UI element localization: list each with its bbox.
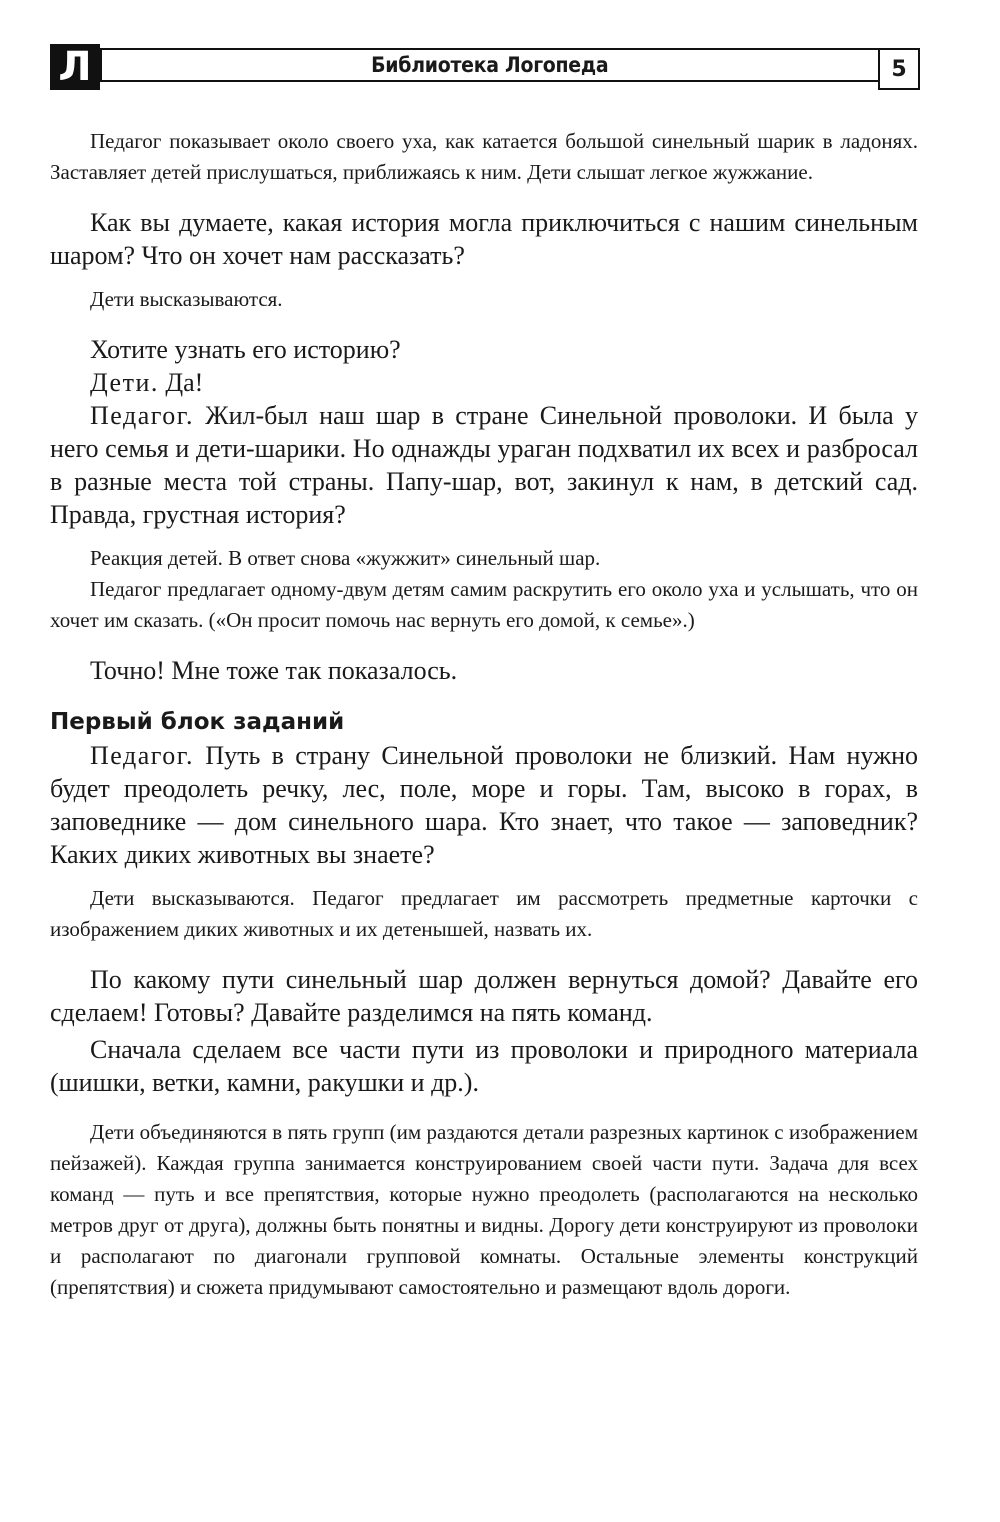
- page-body: [50, 126, 918, 1303]
- running-title: Библиотека Логопеда: [371, 53, 609, 77]
- dialog-line: [50, 399, 918, 531]
- speaker: Дети.: [90, 368, 159, 397]
- paragraph: Педагог показывает около своего уха, как катается большой синельный шарик в ладонях. Заставляет детей прислушаться, приближаясь к ним. Дети слышат легкое жужжание.: [50, 129, 918, 184]
- running-title-box: [100, 48, 880, 82]
- page-number: 5: [878, 48, 920, 90]
- dialog-text: Жил-был наш шар в стране Синельной проволоки. И была у него семья и дети-шарики. Но однажды ураган подхватил их всех и разбросал в разные места той страны. Папу-шар, вот, закинул к нам, в детский сад. Правда, грустная история?: [50, 401, 918, 529]
- paragraph: По какому пути синельный шар должен вернуться домой? Давайте его сделаем! Готовы? Давайте разделимся на пять команд.: [50, 965, 918, 1027]
- dialog-text: Путь в страну Синельной проволоки не близкий. Нам нужно будет преодолеть речку, лес, поле, море и горы. Там, высоко в горах, в заповеднике — дом синельного шара. Кто знает, что такое — заповедник? Каких диких животных вы знаете?: [50, 741, 918, 869]
- paragraph: Дети высказываются. Педагог предлагает им рассмотреть предметные карточки с изображением диких животных и их детенышей, назвать их.: [50, 886, 918, 941]
- section-heading: Первый блок заданий: [50, 709, 345, 735]
- dialog-line: [50, 366, 918, 399]
- dialog-line: [50, 739, 918, 871]
- paragraph: Как вы думаете, какая история могла приключиться с нашим синельным шаром? Что он хочет нам рассказать?: [50, 208, 918, 270]
- speaker: Педагог.: [90, 401, 194, 430]
- paragraph: Реакция детей. В ответ снова «жужжит» синельный шар.: [90, 546, 601, 570]
- paragraph: Педагог предлагает одному-двум детям самим раскрутить его около уха и услышать, что он хочет им сказать. («Он просит помочь нас вернуть его домой, к семье».): [50, 577, 918, 632]
- page-header: [50, 44, 920, 90]
- paragraph: Дети объединяются в пять групп (им раздаются детали разрезных картинок с изображением пейзажей). Каждая группа занимается конструированием своей части пути. Задача для всех команд — путь и все препятствия, которые нужно преодолеть (располагаются на несколько метров друг от друга), должны быть понятны и видны. Дорогу дети конструируют из проволоки и располагают по диагонали групповой комнаты. Остальные элементы конструкций (препятствия) и сюжета придумывают самостоятельно и размещают вдоль дороги.: [50, 1120, 918, 1299]
- speaker: Педагог.: [90, 741, 194, 770]
- paragraph: Точно! Мне тоже так показалось.: [90, 656, 458, 685]
- library-logo: Л: [50, 44, 100, 90]
- paragraph: Дети высказываются.: [90, 287, 283, 311]
- paragraph: Сначала сделаем все части пути из проволоки и природного материала (шишки, ветки, камни, ракушки и др.).: [50, 1035, 918, 1097]
- dialog-text: Да!: [158, 368, 204, 397]
- paragraph: Хотите узнать его историю?: [90, 335, 401, 364]
